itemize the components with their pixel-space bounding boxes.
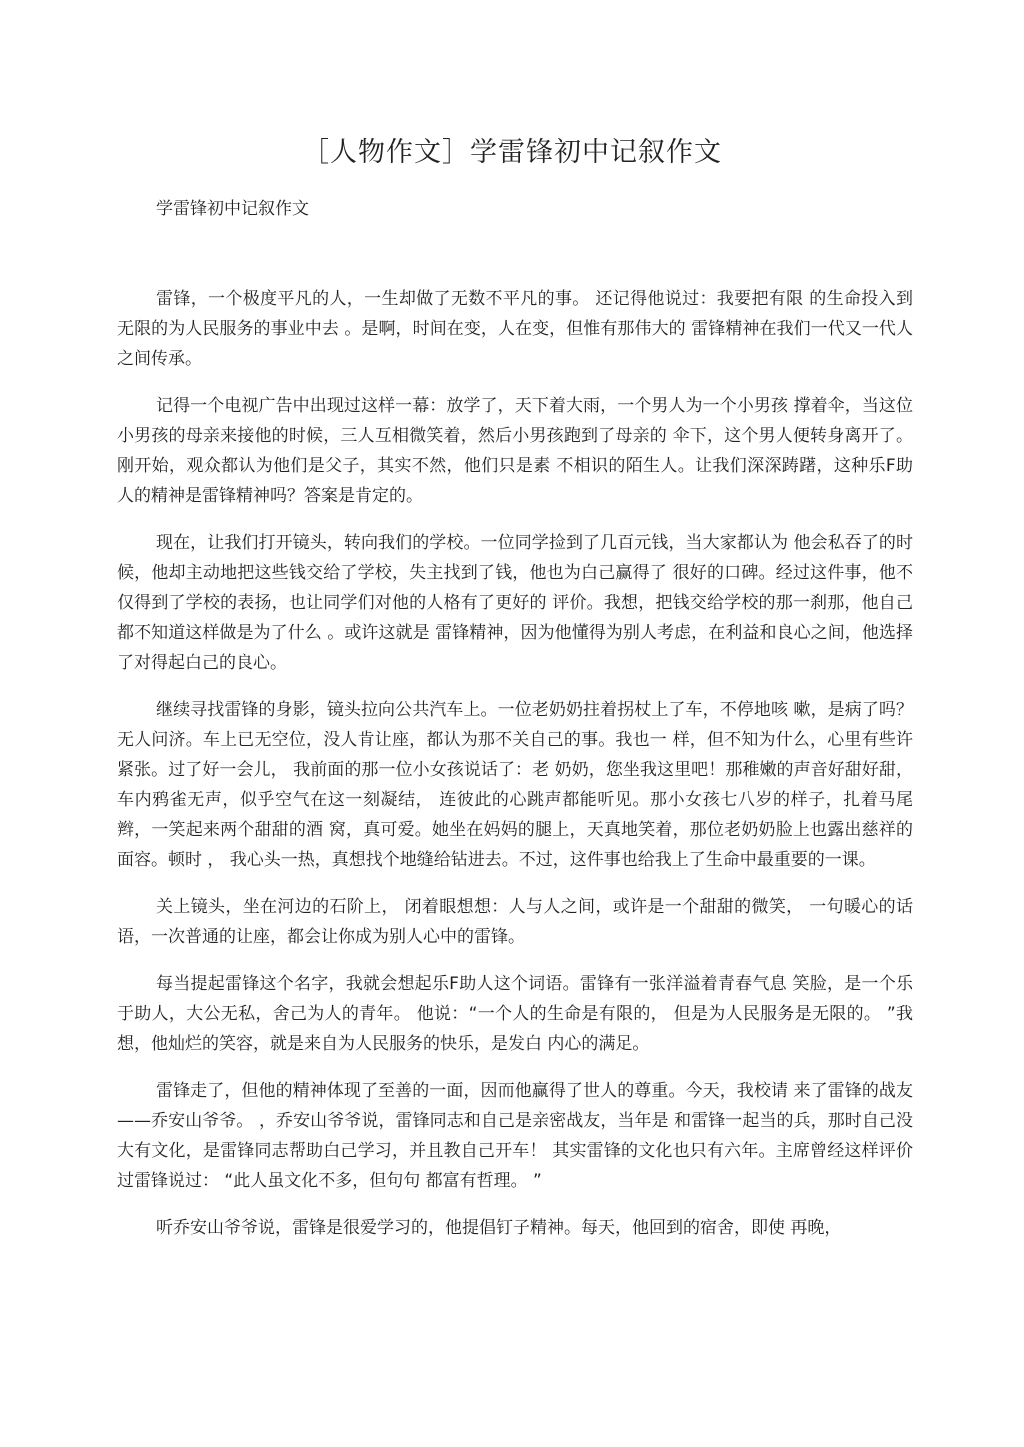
document-subtitle: 学雷锋初中记叙作文: [156, 199, 309, 219]
paragraph: 关上镜头，坐在河边的石阶上， 闭着眼想想：人与人之间，或许是一个甜甜的微笑， 一句暖心的话语，一次普通的让座，都会让你成为别人心中的雷锋。: [117, 897, 913, 947]
paragraph: 雷锋，一个极度平凡的人，一生却做了无数不平凡的事。 还记得他说过：我要把有限 的生命投入到无限的为人民服务的事业中去 。是啊，时间在变，人在变，但惟有那伟大的 雷锋精神在我们一代又一代人之间传承。: [117, 289, 913, 369]
document-title: ［人物作文］学雷锋初中记叙作文: [302, 137, 722, 168]
paragraph: 现在，让我们打开镜头，转向我们的学校。一位同学捡到了几百元钱，当大家都认为 他会私吞了的时候，他却主动地把这些钱交给了学校，失主找到了钱，他也为白己赢得了 很好的口碑。经过这件事，他不仅得到了学校的表扬，也让同学们对他的人格有了更好的 评价。我想，把钱交给学校的那一刹那，他自己都不知道这样做是为了什么 。或许这就是 雷锋精神，因为他懂得为别人考虑，在利益和良心之间，他选择了对得起白己的良心。: [117, 533, 913, 673]
paragraph: 每当提起雷锋这个名字，我就会想起乐F助人这个词语。雷锋有一张洋溢着青春气息 笑脸，是一个乐于助人，大公无私，舍己为人的青年。 他说：“一个人的生命是有限的， 但是为人民服务是无限的。 ”我想，他灿烂的笑容，就是来自为人民服务的快乐，是发白 内心的满足。: [117, 974, 913, 1054]
paragraph: 继续寻找雷锋的身影，镜头拉向公共汽车上。一位老奶奶拄着拐杖上了车，不停地咳 嗽，是病了吗？无人问济。车上已无空位，没人肯让座，都认为那不关自己的事。我也一 样，但不知为什么，心里有些许紧张。过了好一会儿， 我前面的那一位小女孩说话了：老 奶奶，您坐我这里吧！那稚嫩的声音好甜好甜，车内鸦雀无声，似乎空气在这一刻凝结， 连彼此的心跳声都能听见。那小女孩七八岁的样子，扎着马尾辫，一笑起来两个甜甜的酒 窝，真可爱。她坐在妈妈的腿上，天真地笑着，那位老奶奶脸上也露出慈祥的面容。顿时 ， 我心头一热，真想找个地缝给钻进去。不过，这件事也给我上了生命中最重要的一课。: [117, 700, 913, 870]
paragraph: 记得一个电视广告中出现过这样一幕：放学了，天下着大雨，一个男人为一个小男孩 撑着伞，当这位小男孩的母亲来接他的时候，三人互相微笑着，然后小男孩跑到了母亲的 伞下，这个男人便转身离开了。刚开始，观众都认为他们是父子，其实不然，他们只是素 不相识的陌生人。让我们深深踌躇，这种乐F助人的精神是雷锋精神吗？答案是肯定的。: [117, 396, 913, 506]
paragraph: 雷锋走了，但他的精神体现了至善的一面，因而他赢得了世人的尊重。今天，我校请 来了雷锋的战友——乔安山爷爷。 ，乔安山爷爷说，雷锋同志和自己是亲密战友，当年是 和雷锋一起当的兵，那时自己没大有文化，是雷锋同志帮助白己学习，并且教自己开车！ 其实雷锋的文化也只有六年。主席曾经这样评价过雷锋说过： “此人虽文化不多，但句句 都富有哲理。 ”: [117, 1081, 913, 1191]
paragraph: 听乔安山爷爷说，雷锋是很爱学习的，他提倡钉子精神。每天，他回到的宿舍，即使 再晚，: [156, 1218, 842, 1238]
document-body: [117, 284, 913, 1260]
